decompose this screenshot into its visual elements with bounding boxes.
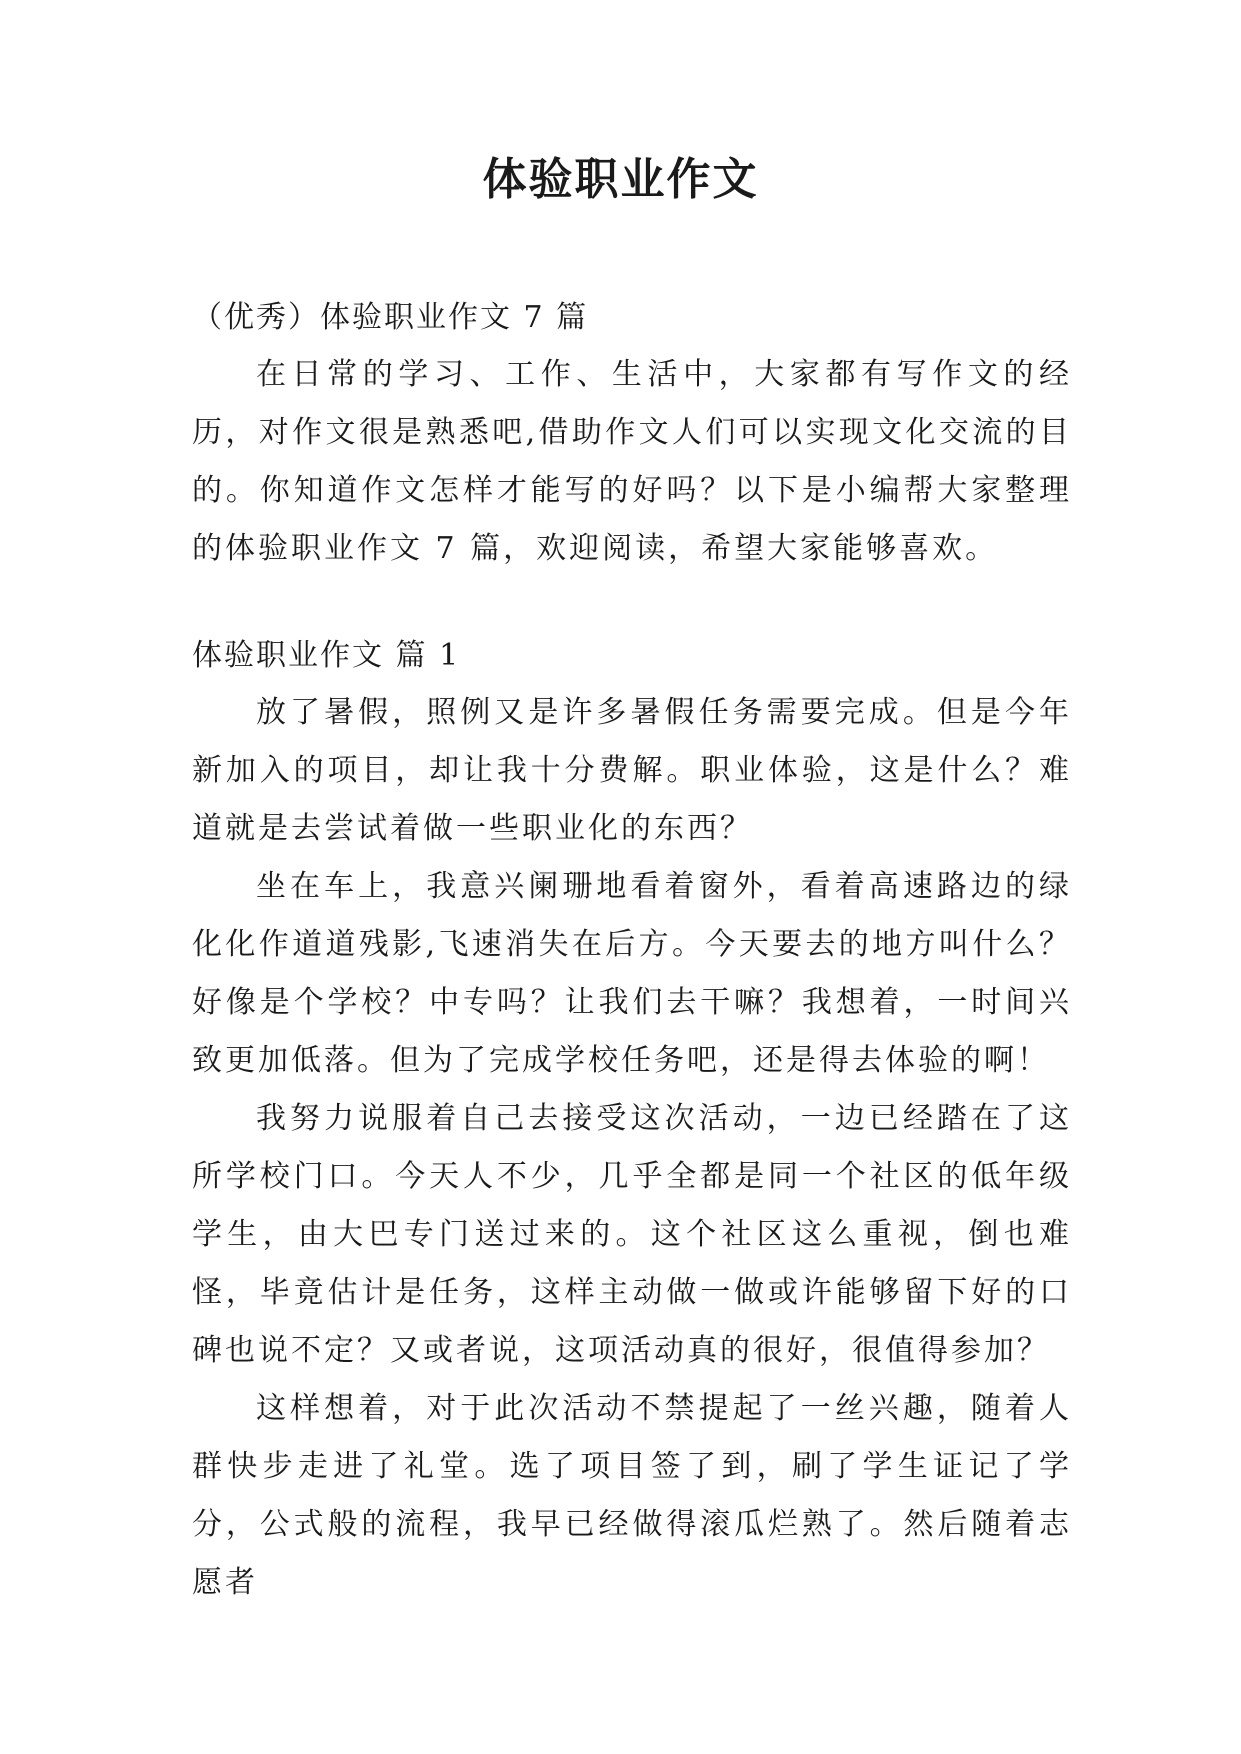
document-subtitle: （优秀）体验职业作文 7 篇 bbox=[192, 300, 589, 335]
section-paragraph: 这样想着，对于此次活动不禁提起了一丝兴趣，随着人群快步走进了礼堂。选了项目签了到，刷了学生证记了学分，公式般的流程，我早已经做得滚瓜烂熟了。然后随着志愿者 bbox=[192, 1391, 1072, 1600]
document-body bbox=[192, 290, 1072, 1612]
document-title: 体验职业作文 bbox=[482, 154, 759, 205]
section-spacer bbox=[192, 578, 1072, 628]
section-paragraph: 坐在车上，我意兴阑珊地看着窗外，看着高速路边的绿化化作道道残影,飞速消失在后方。今天要去的地方叫什么？好像是个学校？中专吗？让我们去干嘛？我想着，一时间兴致更加低落。但为了完成学校任务吧，还是得去体验的啊！ bbox=[192, 869, 1072, 1078]
section-heading: 体验职业作文 篇 1 bbox=[192, 638, 461, 673]
intro-paragraph: 在日常的学习、工作、生活中，大家都有写作文的经历，对作文很是熟悉吧,借助作文人们可以实现文化交流的目的。你知道作文怎样才能写的好吗？以下是小编帮大家整理的体验职业作文 7 篇，欢迎阅读，希望大家能够喜欢。 bbox=[192, 357, 1072, 566]
section-paragraph: 放了暑假，照例又是许多暑假任务需要完成。但是今年新加入的项目，却让我十分费解。职业体验，这是什么？难道就是去尝试着做一些职业化的东西？ bbox=[192, 695, 1072, 846]
section-paragraph: 我努力说服着自己去接受这次活动，一边已经踏在了这所学校门口。今天人不少，几乎全都是同一个社区的低年级学生，由大巴专门送过来的。这个社区这么重视，倒也难怪，毕竟估计是任务，这样主动做一做或许能够留下好的口碑也说不定？又或者说，这项活动真的很好，很值得参加？ bbox=[192, 1101, 1072, 1368]
